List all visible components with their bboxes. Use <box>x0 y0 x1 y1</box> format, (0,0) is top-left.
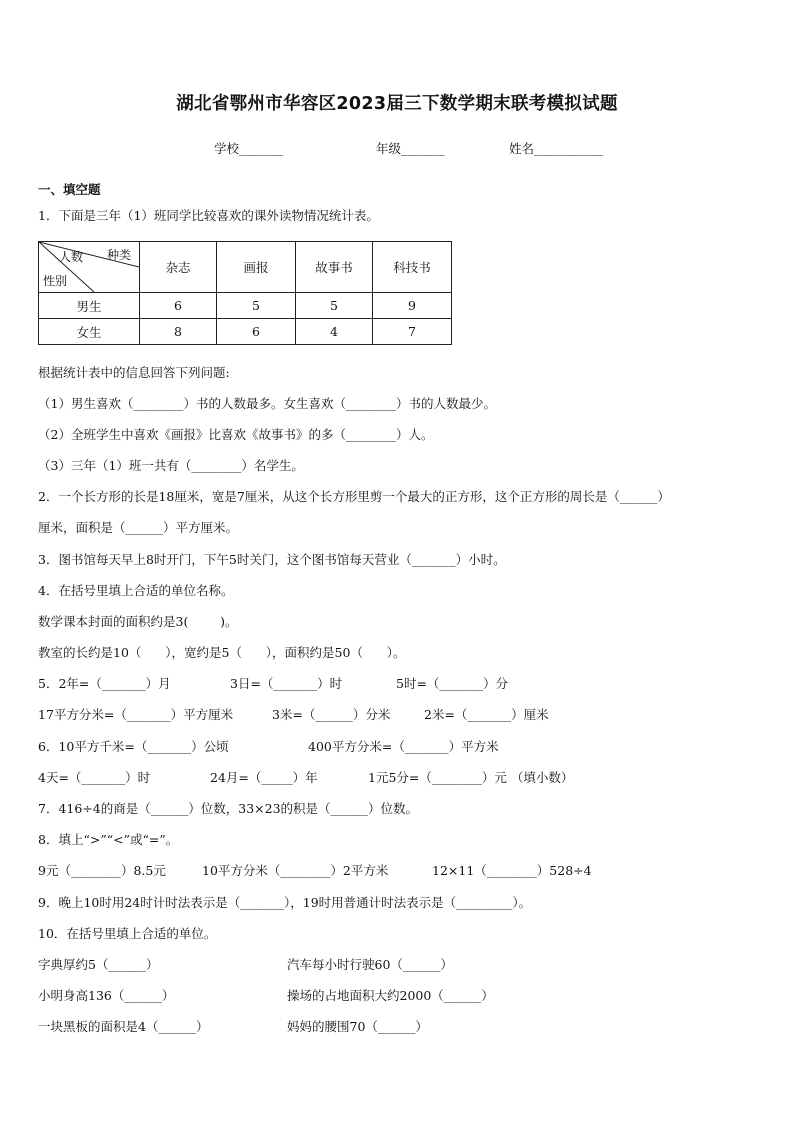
question-6-item: 4天=（_______）时 <box>38 770 151 785</box>
question-5-item: 5时=（_______）分 <box>396 676 509 691</box>
table-cell: 8 <box>140 319 217 345</box>
table-row <box>39 319 452 345</box>
question-1-part-2: （2）全班学生中喜欢《画报》比喜欢《故事书》的多（________）人。 <box>38 427 434 442</box>
question-5-item: 17平方分米=（_______）平方厘米 <box>38 707 234 722</box>
question-6-item: 400平方分米=（_______）平方米 <box>308 739 499 754</box>
row-label: 女生 <box>39 319 140 345</box>
table-header: 画报 <box>217 242 296 293</box>
question-10-item: 字典厚约5（______） <box>38 957 159 972</box>
question-7: 7．416÷4的商是（______）位数，33×23的积是（______）位数。 <box>38 801 419 816</box>
table-header: 杂志 <box>140 242 217 293</box>
question-10: 10．在括号里填上合适的单位。 <box>38 926 217 941</box>
question-4: 4．在括号里填上合适的单位名称。 <box>38 583 234 598</box>
page-title: 湖北省鄂州市华容区2023届三下数学期末联考模拟试题 <box>176 94 618 114</box>
table-cell: 9 <box>373 293 452 319</box>
table-cell: 5 <box>296 293 373 319</box>
question-2-continued: 厘米，面积是（______）平方厘米。 <box>38 520 239 535</box>
table-cell: 6 <box>140 293 217 319</box>
question-6-item: 24月=（_____）年 <box>210 770 318 785</box>
question-3: 3．图书馆每天早上8时开门，下午5时关门，这个图书馆每天营业（_______）小时。 <box>38 552 506 567</box>
question-6-item: 6．10平方千米=（_______）公顷 <box>38 739 229 754</box>
question-8-item: 12×11（________）528÷4 <box>432 863 592 878</box>
table-cell: 7 <box>373 319 452 345</box>
question-8-item: 9元（________）8.5元 <box>38 863 166 878</box>
grade-field: 年级_______ <box>376 141 445 156</box>
table-cell: 6 <box>217 319 296 345</box>
row-label: 男生 <box>39 293 140 319</box>
stats-table <box>38 241 452 345</box>
question-6-item: 1元5分=（________）元 （填小数） <box>368 770 574 785</box>
question-8-item: 10平方分米（________）2平方米 <box>202 863 389 878</box>
question-5-item: 2米=（_______）厘米 <box>424 707 549 722</box>
question-10-item: 一块黑板的面积是4（______） <box>38 1019 209 1034</box>
question-1: 1．下面是三年（1）班同学比较喜欢的课外读物情况统计表。 <box>38 208 379 223</box>
question-2: 2．一个长方形的长是18厘米，宽是7厘米，从这个长方形里剪一个最大的正方形，这个正方形的周长是（______） <box>38 489 670 504</box>
table-header: 科技书 <box>373 242 452 293</box>
corner-label-count: 人数 <box>59 250 84 264</box>
table-cell: 4 <box>296 319 373 345</box>
question-9: 9．晚上10时用24时计时法表示是（_______），19时用普通计时法表示是（_________）。 <box>38 895 532 910</box>
table-row <box>39 293 452 319</box>
question-5-item: 3日=（_______）时 <box>230 676 343 691</box>
question-5-item: 5．2年=（_______）月 <box>38 676 171 691</box>
table-cell: 5 <box>217 293 296 319</box>
section-heading: 一、填空题 <box>38 182 101 197</box>
question-4-part-1: 数学课本封面的面积约是3( )。 <box>38 614 238 629</box>
name-field: 姓名___________ <box>509 141 603 156</box>
question-5-item: 3米=（______）分米 <box>272 707 391 722</box>
question-1-part-3: （3）三年（1）班一共有（________）名学生。 <box>38 458 304 473</box>
question-10-item: 操场的占地面积大约2000（______） <box>287 988 494 1003</box>
question-10-item: 妈妈的腰围70（______） <box>287 1019 428 1034</box>
question-10-item: 小明身高136（______） <box>38 988 175 1003</box>
corner-label-gender: 性别 <box>43 274 68 288</box>
table-corner-cell <box>39 242 140 293</box>
question-8: 8．填上“>”“<”或“=”。 <box>38 832 179 847</box>
school-field: 学校_______ <box>214 141 283 156</box>
corner-label-category: 种类 <box>107 248 132 262</box>
question-10-item: 汽车每小时行驶60（______） <box>287 957 453 972</box>
question-1-prompt: 根据统计表中的信息回答下列问题: <box>38 365 230 380</box>
table-header: 故事书 <box>296 242 373 293</box>
question-1-part-1: （1）男生喜欢（________）书的人数最多。女生喜欢（________）书的人数最少。 <box>38 396 496 411</box>
question-4-part-2: 教室的长约是10（ ），宽约是5（ ），面积约是50（ ）。 <box>38 645 406 660</box>
